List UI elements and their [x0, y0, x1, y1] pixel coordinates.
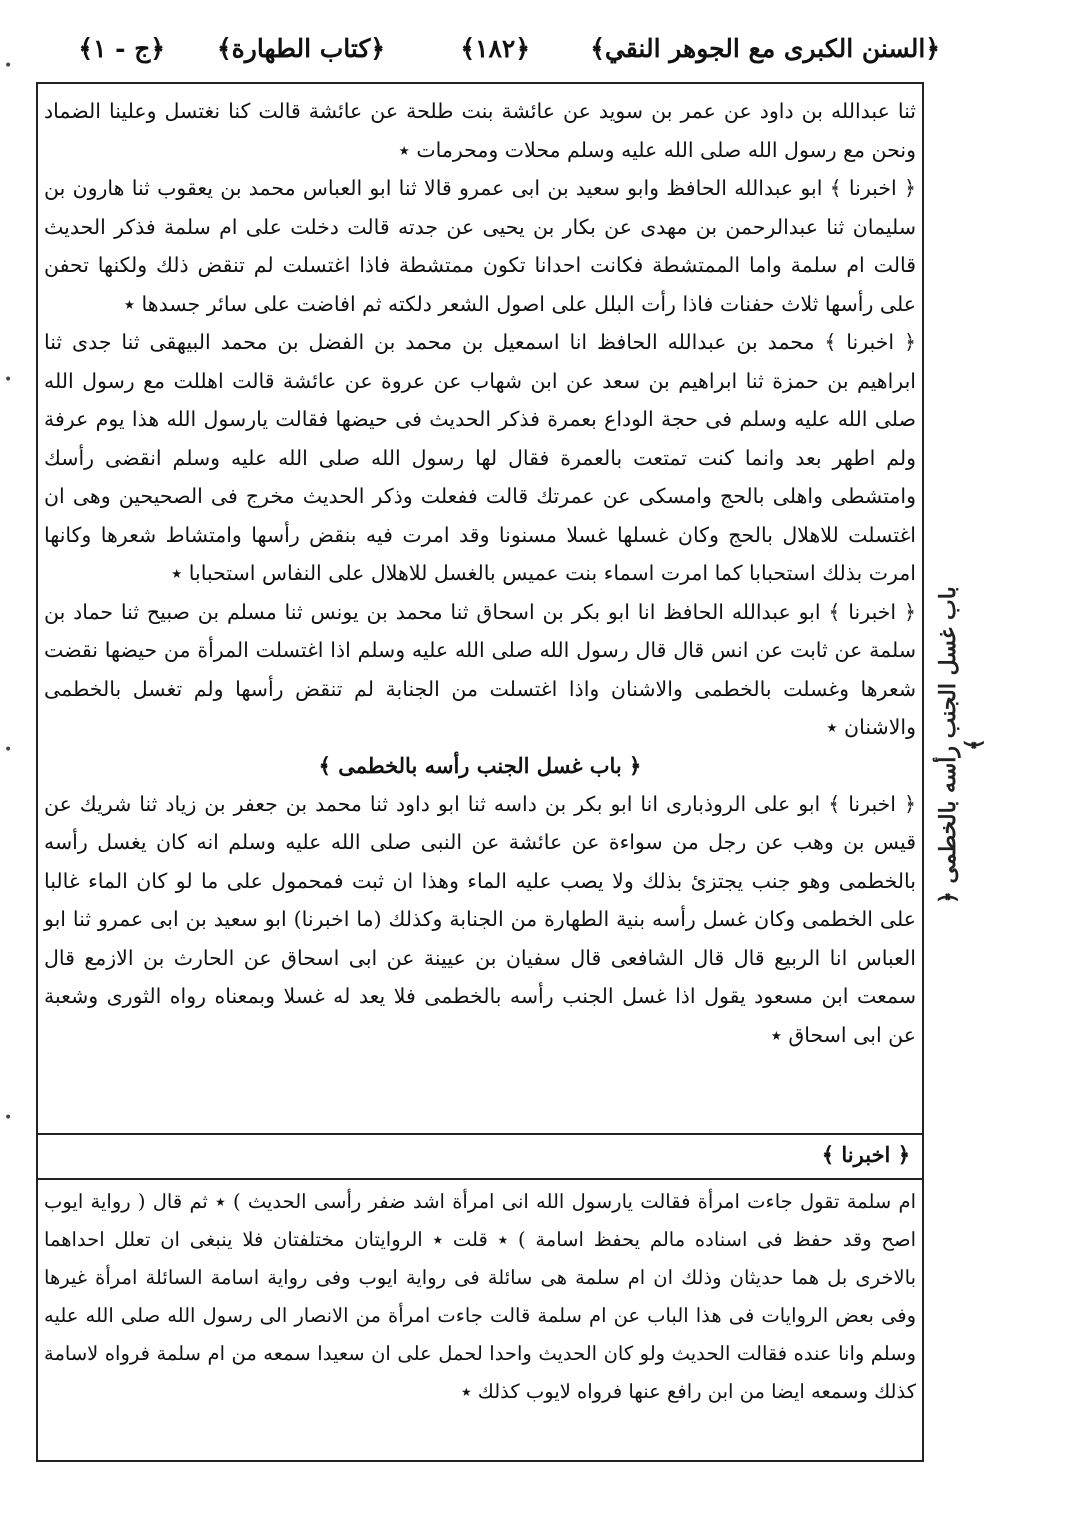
scan-mark: • — [4, 58, 13, 74]
footnotes-section — [44, 1183, 916, 1411]
page-header — [60, 28, 940, 72]
footnote-label: ﴿ اخبرنا ﴾ — [821, 1142, 910, 1167]
footnote-separator-bottom — [36, 1178, 924, 1180]
frame-right-rule — [922, 82, 924, 1462]
scan-mark: • — [4, 742, 13, 758]
chapter-heading: ﴿ باب غسل الجنب رأسه بالخطمى ﴾ — [318, 752, 642, 778]
paragraph: ثنا عبدالله بن داود عن عمر بن سويد عن عائشة بنت طلحة عن عائشة قالت كنا نغتسل وعلينا الضماد ونحن مع رسول الله صلى الله عليه وسلم محلات ومحرمات ٭ — [44, 99, 916, 162]
main-text — [44, 92, 916, 1054]
frame-bottom-rule — [36, 1460, 924, 1462]
margin-chapter-note: ﴿ باب غسل الجنب رأسه بالخطمى ﴾ — [935, 586, 987, 904]
header-title: ﴿السنن الكبرى مع الجوهر النقي﴾ — [590, 34, 940, 63]
scan-mark: • — [4, 372, 13, 388]
paragraph: ﴿ اخبرنا ﴾ ابو على الروذبارى انا ابو بكر بن داسه ثنا ابو داود ثنا محمد بن جعفر بن زياد ثنا شريك عن قيس بن وهب عن رجل من سواءة عن عائشة عن النبى صلى الله عليه وسلم انه كان يغسل رأسه بالخطمى وهو جنب يجتزئ بذلك ولا يصب عليه الماء وهذا ان ثبت فمحمول على ما لو كان الماء غالبا على الخطمى وكان غسل رأسه بنية الطهارة من الجنابة وكذلك (ما اخبرنا) ابو سعيد بن ابى عمرو ثنا ابو العباس انا الربيع قال قال الشافعى قال سفيان بن عيينة عن ابى اسحاق عن الحارث بن الازمع قال سمعت ابن مسعود يقول اذا غسل الجنب رأسه بالخطمى فلا يعد له غسلا وبمعناه رواه الثورى وشعبة عن ابى اسحاق ٭ — [44, 791, 917, 1047]
header-volume: ﴿ج - ١﴾ — [78, 34, 165, 63]
scan-mark: • — [4, 1110, 13, 1126]
paragraph: ﴿ اخبرنا ﴾ ابو عبدالله الحافظ انا ابو بكر بن اسحاق ثنا محمد بن يونس ثنا مسلم بن صبيح ثنا حماد بن سلمة عن ثابت عن انس قال قال رسول الله صلى الله عليه وسلم اذا اغتسلت المرأة من حيضها نقضت شعرها وغسلت بالخطمى والاشنان واذا اغتسلت من الجنابة لم تنقض رأسها ولم تغسل بالخطمى والاشنان ٭ — [44, 599, 916, 739]
frame-left-rule — [36, 82, 38, 1462]
paragraph: ﴿ اخبرنا ﴾ ابو عبدالله الحافظ وابو سعيد بن ابى عمرو قالا ثنا ابو العباس محمد بن يعقوب ثنا هارون بن سليمان ثنا عبدالرحمن بن مهدى عن بكار بن يحيى عن جدته قالت دخلت على ام سلمة فذكر الحديث قالت ام سلمة واما الممتشطة فكانت احدانا تكون ممتشطة فاذا اغتسلت لم تنقض ذلك ولكنها تحفن على رأسها ثلاث حفنات فاذا رأت البلل على اصول الشعر دلكته ثم افاضت على سائر جسدها ٭ — [44, 176, 916, 316]
footnote-paragraph: ام سلمة تقول جاءت امرأة فقالت يارسول الله انى امرأة اشد ضفر رأسى الحديث ) ٭ ثم قال ( رواية ايوب اصح وقد حفظ فى اسناده مالم يحفظ اسامة ) ٭ قلت ٭ الروايتان مختلفتان فلا ينبغى ان تعلل احداهما بالاخرى بل هما حديثان وذلك ان ام سلمة هى سائلة فى رواية ايوب وفى رواية اسامة السائلة امرأة غيرها وفى بعض الروايات فى هذا الباب عن ام سلمة قالت جاءت امرأة من الانصار الى رسول الله صلى الله عليه وسلم وانا عنده فقالت الحديث ولو كان الحديث واحدا لحمل على ان سعيدا سمعه من ام سلمة فرواه لاسامة كذلك وسمعه ايضا من ابن رافع عنها فرواه لايوب كذلك ٭ — [44, 1190, 916, 1403]
frame-top-rule — [36, 82, 924, 84]
header-book-name: ﴿كتاب الطهارة﴾ — [217, 34, 385, 63]
paragraph: ﴿ اخبرنا ﴾ محمد بن عبدالله الحافظ انا اسمعيل بن محمد بن الفضل بن محمد البيهقى ثنا جدى ثنا ابراهيم بن حمزة ثنا ابراهيم بن سعد عن ابن شهاب عن عروة عن عائشة قالت اهللت مع رسول الله صلى الله عليه وسلم فى حجة الوداع بعمرة فذكر الحديث فى حيضها فقالت يارسول الله هذا يوم عرفة ولم اطهر بعد وانما كنت تمتعت بالعمرة فقال لها رسول الله صلى الله عليه وسلم انقضى رأسك وامتشطى واهلى بالحج وامسكى عن عمرتك قالت ففعلت وذكر الحديث مخرج فى الصحيحين وهى ان اغتسلت للاهلال بالحج وكان غسلها غسلا مسنونا وقد امرت فيه بنقض رأسها وامتشاط شعرها وكانها امرت بذلك استحبابا كما امرت اسماء بنت عميس بالغسل للاهلال على النفاس استحبابا ٭ — [44, 330, 916, 585]
footnote-separator-top — [36, 1133, 924, 1135]
header-page-number: ﴿١٨٢﴾ — [460, 34, 530, 63]
